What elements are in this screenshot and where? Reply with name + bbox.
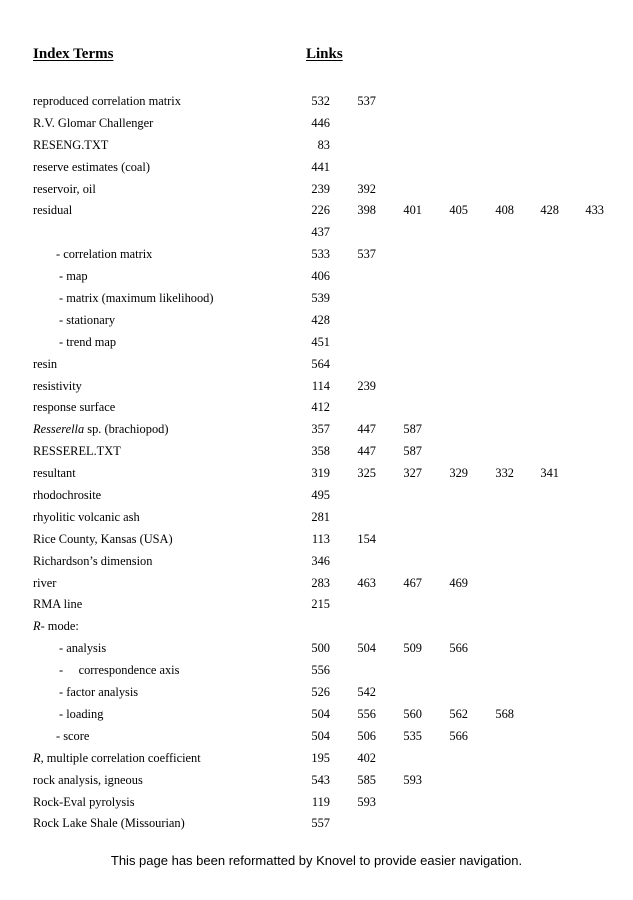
page-link[interactable]: 433 (585, 203, 604, 218)
page-link[interactable]: 557 (311, 816, 330, 831)
page-link[interactable]: 560 (403, 706, 422, 721)
index-term (59, 685, 138, 700)
page-link[interactable]: 593 (403, 772, 422, 787)
knovel-footer-note: This page has been reformatted by Knovel to provide easier navigation. (110, 853, 523, 868)
index-term (33, 532, 173, 547)
page-link[interactable]: 504 (311, 706, 330, 721)
page-link[interactable]: 195 (311, 750, 330, 765)
index-row (0, 813, 633, 835)
index-row (0, 288, 633, 310)
page-link[interactable]: 325 (357, 466, 376, 481)
index-row (0, 222, 633, 244)
page-link[interactable]: 532 (311, 94, 330, 108)
index-term-text: rhodochrosite (33, 488, 102, 503)
index-table (0, 91, 633, 835)
page-link[interactable]: 463 (357, 575, 376, 590)
index-row (0, 354, 633, 376)
page-link[interactable]: 509 (403, 641, 422, 656)
page-link[interactable]: 226 (311, 203, 330, 218)
index-term-text: river (33, 575, 57, 590)
page-link[interactable]: 564 (311, 356, 330, 371)
page-link[interactable]: 495 (311, 488, 330, 503)
index-row (0, 397, 633, 419)
index-term-text: R.V. Glomar Challenger (33, 115, 154, 130)
index-term (33, 619, 79, 634)
index-term (33, 444, 121, 459)
index-term (33, 597, 82, 612)
index-term-text: - correspondence axis (59, 663, 180, 678)
page-link[interactable]: 556 (357, 706, 376, 721)
page-link[interactable]: 543 (311, 772, 330, 787)
index-term (33, 554, 152, 569)
page-link[interactable]: 469 (449, 575, 468, 590)
index-term-text: - mode: (40, 619, 79, 634)
index-term (33, 576, 56, 591)
links-header: Links (306, 46, 343, 62)
page-link[interactable]: 358 (311, 444, 330, 459)
index-term (33, 400, 115, 415)
page-link[interactable]: 451 (311, 334, 330, 349)
index-term (59, 313, 115, 328)
index-term (59, 707, 103, 722)
index-row (0, 113, 633, 135)
index-row (0, 770, 633, 792)
index-term (33, 773, 143, 788)
index-row (0, 529, 633, 551)
page-link[interactable]: 357 (311, 422, 330, 437)
page-link[interactable]: 568 (495, 706, 514, 721)
index-term-text: - matrix (maximum likelihood) (59, 291, 214, 306)
index-term-text: - trend map (59, 334, 117, 349)
index-term-text: - correlation matrix (56, 247, 153, 262)
index-term-text: Rock Lake Shale (Missourian) (33, 816, 185, 831)
index-term-text: RESENG.TXT (33, 137, 109, 152)
page-link[interactable]: 401 (403, 203, 422, 218)
index-term-text: residual (33, 203, 73, 218)
page-link[interactable]: 537 (357, 247, 376, 262)
page-link[interactable]: 556 (311, 663, 330, 678)
page-link[interactable]: 587 (403, 422, 422, 437)
page-link[interactable]: 402 (357, 750, 376, 765)
index-term-text: resultant (33, 466, 76, 481)
index-term-text: - score (56, 728, 90, 743)
index-row (0, 310, 633, 332)
index-term-text: Rock-Eval pyrolysis (33, 794, 135, 809)
index-term (33, 466, 76, 481)
index-term-text: - analysis (59, 641, 107, 656)
page-link[interactable]: 504 (357, 641, 376, 656)
page-link[interactable]: 428 (540, 203, 559, 218)
index-term (33, 422, 168, 437)
index-row (0, 748, 633, 770)
index-row (0, 91, 633, 113)
index-term (59, 663, 179, 678)
index-term (33, 138, 108, 153)
index-term-italic: Resserella (33, 422, 85, 437)
index-term (33, 510, 140, 525)
index-term-text: - factor analysis (59, 685, 139, 700)
index-term-text: Rice County, Kansas (USA) (33, 531, 173, 546)
page-link[interactable]: 239 (357, 378, 376, 393)
page-link[interactable]: 585 (357, 772, 376, 787)
page-link[interactable]: 467 (403, 575, 422, 590)
page-link[interactable]: 346 (311, 553, 330, 568)
page-link[interactable]: 537 (357, 94, 376, 108)
index-term (33, 816, 185, 831)
page-link[interactable]: 506 (357, 728, 376, 743)
index-row (0, 594, 633, 616)
index-term (33, 751, 201, 766)
index-term-text: - stationary (59, 312, 116, 327)
page-link[interactable]: 327 (403, 466, 422, 481)
page-link[interactable]: 428 (311, 312, 330, 327)
index-row (0, 704, 633, 726)
index-term-text: resistivity (33, 378, 82, 393)
index-term-text: reserve estimates (coal) (33, 159, 150, 174)
page-link[interactable]: 239 (311, 181, 330, 196)
index-term-text: RESSEREL.TXT (33, 444, 121, 459)
page-link[interactable]: 215 (311, 597, 330, 612)
index-row (0, 419, 633, 441)
index-term-text: reproduced correlation matrix (33, 94, 181, 108)
page-link[interactable]: 113 (311, 531, 330, 546)
index-term-italic: R (33, 619, 41, 634)
index-terms-header: Index Terms (33, 46, 114, 62)
index-row (0, 660, 633, 682)
page-link[interactable]: 406 (311, 269, 330, 284)
index-term-text: resin (33, 356, 58, 371)
page-link[interactable]: 539 (311, 291, 330, 306)
page-link[interactable]: 114 (311, 378, 330, 393)
index-term-italic: R (33, 750, 41, 765)
index-term-text: Richardson’s dimension (33, 553, 153, 568)
index-term (33, 116, 153, 131)
index-term-text: rhyolitic volcanic ash (33, 509, 140, 524)
index-row (0, 682, 633, 704)
index-row (0, 726, 633, 748)
index-term (33, 94, 181, 109)
index-row (0, 616, 633, 638)
index-term (59, 291, 214, 306)
index-term-text: reservoir, oil (33, 181, 96, 196)
page-link[interactable]: 83 (317, 137, 330, 152)
page-link[interactable]: 154 (357, 531, 376, 546)
page-link[interactable]: 535 (403, 728, 422, 743)
index-row (0, 573, 633, 595)
page-link[interactable]: 398 (357, 203, 376, 218)
page-link[interactable]: 405 (449, 203, 468, 218)
page-link[interactable]: 562 (449, 706, 468, 721)
page-link[interactable]: 587 (403, 444, 422, 459)
page-link[interactable]: 332 (495, 466, 514, 481)
page-link[interactable]: 329 (449, 466, 468, 481)
index-term-text: , multiple correlation coefficient (40, 750, 201, 765)
page-link[interactable]: 319 (311, 466, 330, 481)
page-link[interactable]: 447 (357, 422, 376, 437)
index-row (0, 463, 633, 485)
page-link[interactable]: 447 (357, 444, 376, 459)
index-term-text: sp. (brachiopod) (84, 422, 169, 437)
page-link[interactable]: 408 (495, 203, 514, 218)
index-row (0, 200, 633, 222)
page-link[interactable]: 392 (357, 181, 376, 196)
page-link[interactable]: 500 (311, 641, 330, 656)
index-term (56, 729, 89, 744)
index-row (0, 485, 633, 507)
page-link[interactable]: 341 (540, 466, 559, 481)
index-row (0, 266, 633, 288)
index-row (0, 135, 633, 157)
page-link[interactable]: 437 (311, 225, 330, 240)
index-term-text: - loading (59, 706, 104, 721)
page-link[interactable]: 412 (311, 400, 330, 415)
index-row (0, 441, 633, 463)
index-term-text: rock analysis, igneous (33, 772, 143, 787)
page-link[interactable]: 441 (311, 159, 330, 174)
index-term (56, 247, 152, 262)
index-term (33, 379, 82, 394)
index-term (33, 160, 150, 175)
index-row (0, 792, 633, 814)
index-row (0, 507, 633, 529)
index-term (59, 335, 116, 350)
index-term-text: RMA line (33, 597, 83, 612)
page-link[interactable]: 533 (311, 247, 330, 262)
page-link[interactable]: 542 (357, 685, 376, 700)
index-term (33, 203, 72, 218)
index-term (33, 488, 101, 503)
index-row (0, 157, 633, 179)
index-row (0, 376, 633, 398)
page-link[interactable]: 566 (449, 641, 468, 656)
index-row (0, 638, 633, 660)
page-link[interactable]: 526 (311, 685, 330, 700)
index-term (33, 795, 135, 810)
index-term-text: response surface (33, 400, 116, 415)
page-link[interactable]: 119 (311, 794, 330, 809)
page-link[interactable]: 504 (311, 728, 330, 743)
page-link[interactable]: 593 (357, 794, 376, 809)
index-term (59, 641, 106, 656)
index-term (33, 182, 96, 197)
index-term-text: - map (59, 269, 88, 284)
index-term (33, 357, 57, 372)
index-row (0, 551, 633, 573)
index-row (0, 244, 633, 266)
page-link[interactable]: 281 (311, 509, 330, 524)
page-link[interactable]: 283 (311, 575, 330, 590)
index-row (0, 179, 633, 201)
page-link[interactable]: 446 (311, 115, 330, 130)
index-row (0, 332, 633, 354)
index-term (59, 269, 88, 284)
page-link[interactable]: 566 (449, 728, 468, 743)
